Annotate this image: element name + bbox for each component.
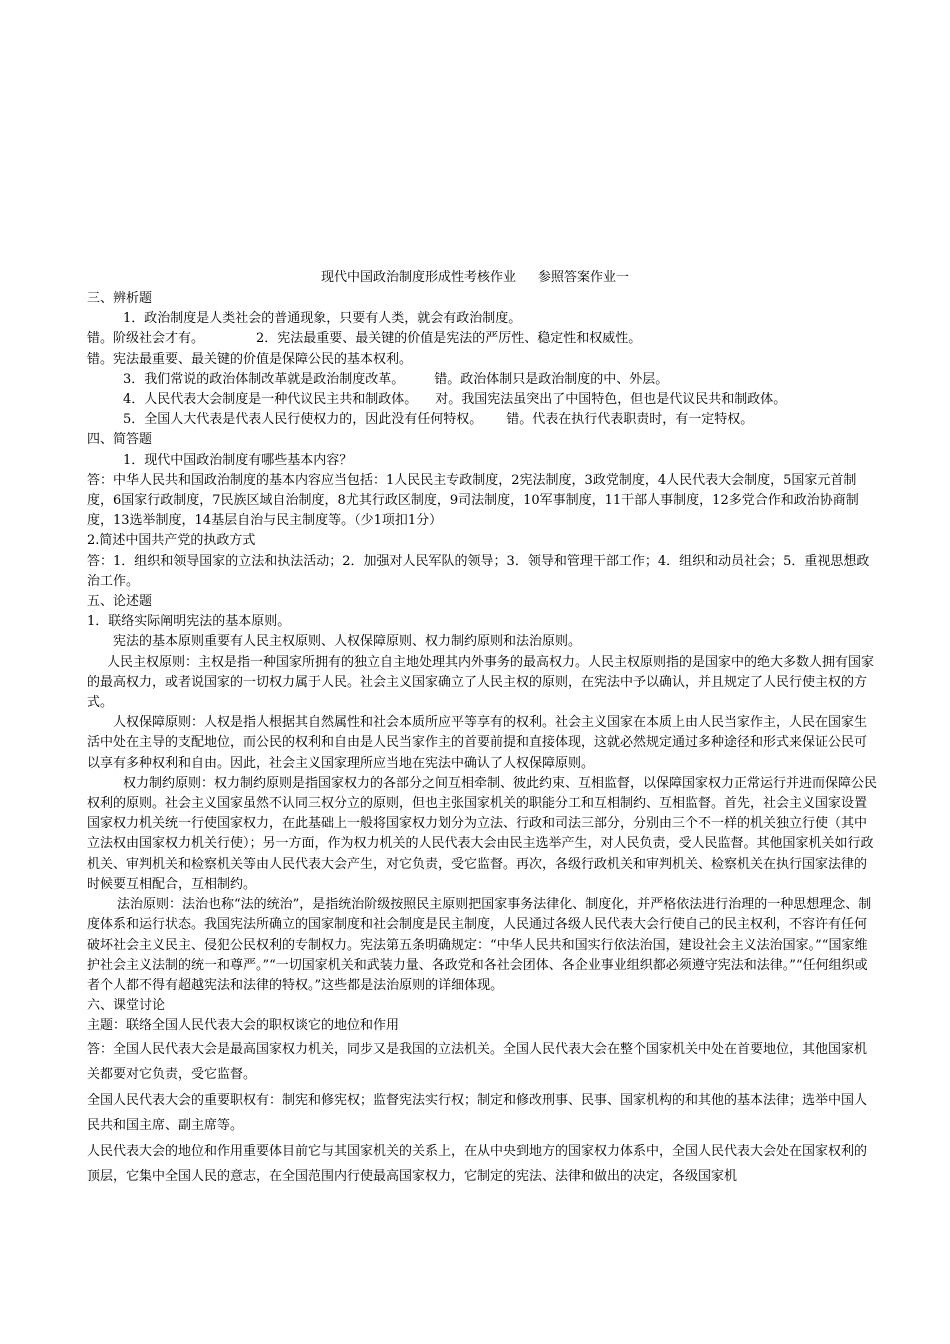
essay-paragraph-4: 法治原则：法治也称“法的统治”，是指统治阶级按照民主原则把国家事务法律化、制度化，并严格依法进行治理的一种思想理念、制度体系和运行状态。我国宪法所确立的国家制度和社会制度是民主制度，人民通过各级人民代表大会行使自己的民主权利，不容许有任何破坏社会主义民主、侵犯公民权利的专制权力。宪法第五条明确规定：“中华人民共和国实行依法治国，建设社会主义法治国家。”“国家维护社会主义法制的统一和尊严。”“一切国家机关和武装力量、各政党和各社会团体、各企业事业组织都必须遵守宪法和法律。”“任何组织或者个人都不得有超越宪法和法律的特权。”这些都是法治原则的详细体现。 <box>87 897 872 993</box>
essay-paragraph-3: 权力制约原则：权力制约原则是指国家权力的各部分之间互相牵制、彼此约束、互相监督，以保障国家权力正常运行并进而保障公民权利的原则。社会主义国家虽然不认同三权分立的原则，但也主张国家机关的职能分工和互相制约、互相监督。首先，社会主义国家设置国家权力机关统一行使国家权力，在此基础上一般将国家权力划分为立法、行政和司法三部分，分别由三个不一样的机关独立行使（其中立法权由国家权力机关行使）；另一方面，作为权力机关的人民代表大会由民主选举产生，对人民负责，受人民监督。其他国家机关如行政机关、审判机关和检察机关等由人民代表大会产生，对它负责，受它监督。再次，各级行政机关和审判机关、检察机关在执行国家法律的时候要互相配合，互相制约。 <box>87 775 878 892</box>
essay-paragraph-0: 宪法的基本原则重要有人民主权原则、人权保障原则、权力制约原则和法治原则。 <box>113 634 582 650</box>
question-5-1: 1．联络实际阐明宪法的基本原则。 <box>87 614 291 630</box>
qa-line-3-3 <box>87 370 877 390</box>
section-heading-3: 三、辨析题 <box>87 291 153 306</box>
question-4-1: 1．现代中国政治制度有哪些基本内容？ <box>123 452 353 468</box>
section-heading-4: 四、简答题 <box>87 432 153 448</box>
question-3-2: 2．宪法最重要、最关键的价值是宪法的严厉性、稳定性和权威性。 <box>256 331 642 347</box>
answer-line-3-1 <box>87 329 877 349</box>
question-4-2: 2.简述中国共产党的执政方式 <box>87 533 256 549</box>
question-3-4: 4．人民代表大会制度是一种代议民主共和制政体。 <box>123 392 418 408</box>
section-heading-6: 六、课堂讨论 <box>87 998 166 1014</box>
discussion-answer-2: 全国人民代表大会的重要职权有：制宪和修宪权；监督宪法实行权；制定和修改刑事、民事、国家机构的和其他的基本法律；选举中国人民共和国主席、副主席等。 <box>87 1092 868 1134</box>
answer-4-2: 答：1．组织和领导国家的立法和执法活动；2．加强对人民军队的领导；3．领导和管理干部工作；4．组织和动员社会；5．重视思想政治工作。 <box>87 553 870 589</box>
document-title <box>0 268 950 288</box>
question-3-5: 5．全国人大代表是代表人民行使权力的，因此没有任何特权。 <box>123 412 483 428</box>
answer-3-5: 错。代表在执行代表职责时，有一定特权。 <box>506 412 754 428</box>
answer-3-4: 对。我国宪法虽突出了中国特色，但也是代议民共和制政体。 <box>435 392 787 408</box>
essay-paragraph-1: 人民主权原则：主权是指一种国家所拥有的独立自主地处理其内外事务的最高权力。人民主权原则指的是国家中的绝大多数人拥有国家的最高权力，或者说国家的一切权力属于人民。社会主义国家确立了人民主权的原则，在宪法中予以确认，并且规定了人民行使主权的方式。 <box>87 654 875 711</box>
answer-3-2: 错。宪法最重要、最关键的价值是保障公民的基本权利。 <box>87 351 413 367</box>
question-3-3: 3．我们常说的政治体制改革就是政治制度改革。 <box>123 371 405 387</box>
essay-paragraph-2: 人权保障原则：人权是指人根据其自然属性和社会本质所应平等享有的权利。社会主义国家在本质上由人民当家作主，人民在国家生活中处在主导的支配地位，而公民的权利和自由是人民当家作主的首要前提和直接体现，这就必然规定通过多种途径和形式来保证公民可以享有多种权利和自由。因此，社会主义国家理所应当地在宪法中确认了人权保障原则。 <box>87 715 868 771</box>
discussion-answer-1: 答：全国人民代表大会是最高国家权力机关，同步又是我国的立法机关。全国人民代表大会在整个国家机关中处在首要地位，其他国家机关都要对它负责，受它监督。 <box>87 1041 868 1083</box>
discussion-topic: 主题：联络全国人民代表大会的职权谈它的地位和作用 <box>87 1018 400 1034</box>
qa-line-3-5 <box>87 410 877 430</box>
qa-line-3-4 <box>87 390 877 410</box>
discussion-answers <box>87 1037 877 1190</box>
title-main: 现代中国政治制度形成性考核作业 <box>320 270 516 285</box>
document-body <box>87 289 877 1190</box>
answer-3-1: 错。阶级社会才有。 <box>87 331 205 347</box>
question-3-1: 1．政治制度是人类社会的普通现象，只要有人类，就会有政治制度。 <box>123 311 522 327</box>
discussion-answer-3: 人民代表大会的地位和作用重要体目前它与其国家机关的关系上，在从中央到地方的国家权力体系中，全国人民代表大会处在国家权利的顶层，它集中全国人民的意志，在全国范围内行使最高国家权力，它制定的宪法、法律和做出的决定，各级国家机 <box>87 1143 868 1185</box>
answer-3-3: 错。政治体制只是政治制度的中、外层。 <box>434 371 669 387</box>
title-sub: 参照答案作业一 <box>538 270 630 285</box>
answer-4-1: 答：中华人民共和国政治制度的基本内容应当包括：1人民民主专政制度，2宪法制度，3政党制度，4人民代表大会制度，5国家元首制度，6国家行政制度，7民族区域自治制度，8尤其行政区制度，9司法制度，10军事制度，11干部人事制度，12多党合作和政治协商制度，13选举制度，14基层自治与民主制度等。（少1项扣1分） <box>87 472 859 529</box>
section-heading-5: 五、论述题 <box>87 594 153 610</box>
